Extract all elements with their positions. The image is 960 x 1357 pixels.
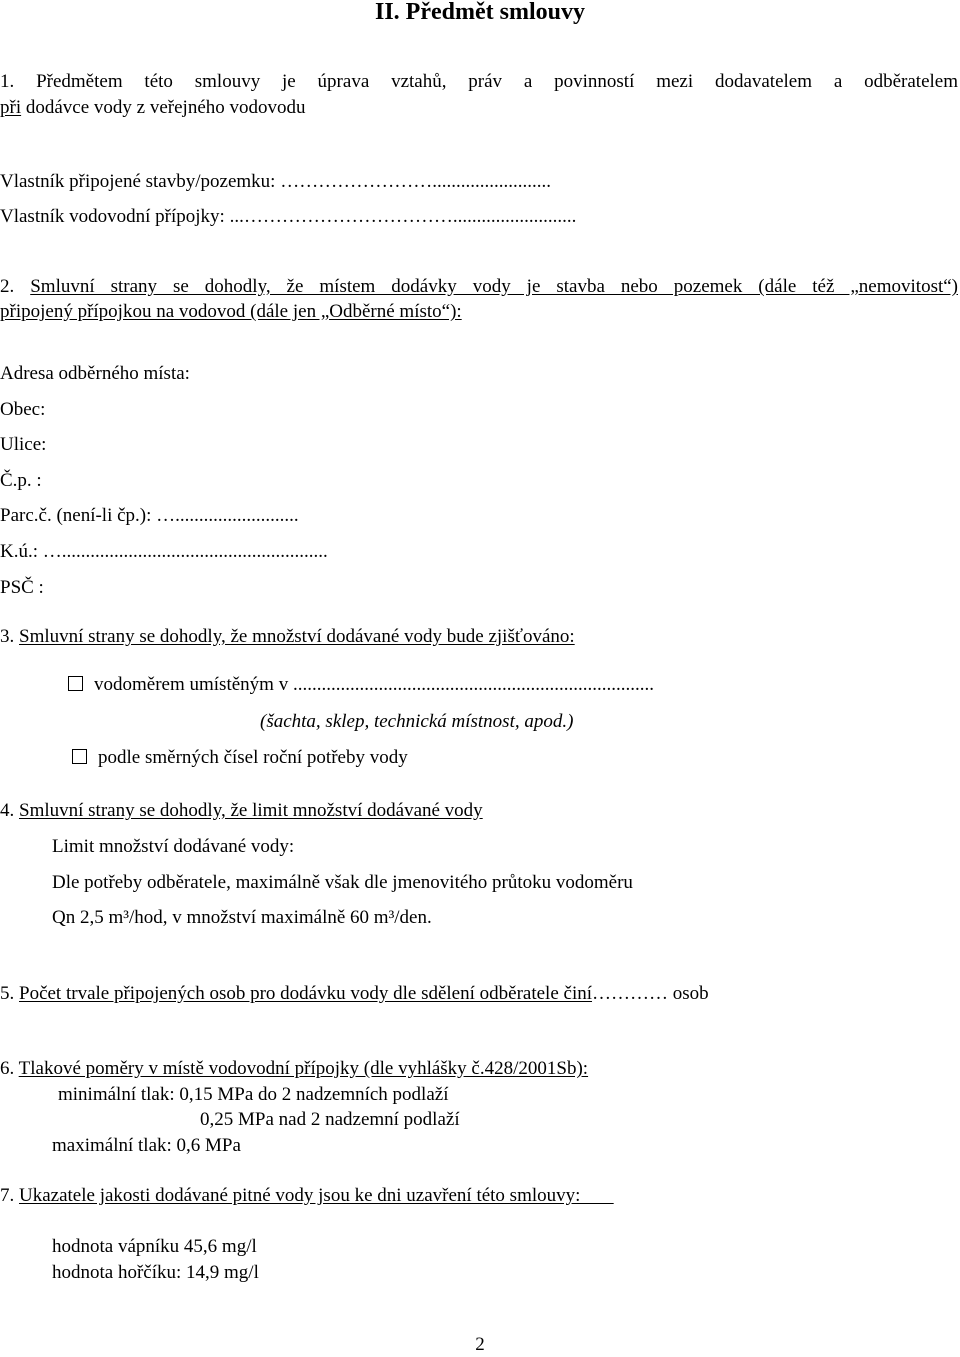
min-pressure-1: minimální tlak: 0,15 MPa do 2 nadzemních podlaží bbox=[58, 1084, 449, 1105]
s7-number: 7. bbox=[0, 1185, 19, 1206]
meter-option bbox=[68, 673, 654, 697]
s6-heading bbox=[0, 1057, 588, 1081]
meter-location-note: (šachta, sklep, technická místnost, apod.) bbox=[260, 711, 574, 732]
s3-heading bbox=[0, 625, 575, 649]
ulice-field: Ulice: bbox=[0, 434, 47, 455]
s7-title: Ukazatele jakosti dodávané pitné vody jsou ke dni uzavření této smlouvy: bbox=[19, 1185, 614, 1206]
s5-heading bbox=[0, 982, 709, 1006]
address-label: Adresa odběrného místa: bbox=[0, 363, 190, 384]
obec-field: Obec: bbox=[0, 399, 46, 420]
psc-field: PSČ : bbox=[0, 577, 44, 598]
magnesium-value: hodnota hořčíku: 14,9 mg/l bbox=[52, 1262, 259, 1283]
s2-line1-text: Smluvní strany se dohodly, že místem dodávky vody je stavba nebo pozemek (dále též „nemovitost“) bbox=[30, 276, 958, 297]
s1-line2 bbox=[0, 96, 306, 120]
s5-number: 5. bbox=[0, 983, 19, 1004]
s4-title: Smluvní strany se dohodly, že limit množství dodávané vody bbox=[19, 800, 483, 821]
limit-values: Qn 2,5 m³/hod, v množství maximálně 60 m³/den. bbox=[52, 907, 432, 928]
s1-line2-rest: dodávce vody z veřejného vodovodu bbox=[21, 97, 306, 118]
s1-line1: 1. Předmětem této smlouvy je úprava vztahů, práv a povinností mezi dodavatelem a odběratelem bbox=[0, 71, 958, 92]
page-number: 2 bbox=[475, 1334, 485, 1355]
ku-field: K.ú.: …........................................................ bbox=[0, 541, 328, 562]
s6-number: 6. bbox=[0, 1058, 19, 1079]
owner-building-field: Vlastník připojené stavby/pozemku: ……………………......................... bbox=[0, 171, 551, 192]
s2-line1 bbox=[0, 275, 958, 299]
s2-line2: připojený přípojkou na vodovod (dále jen „Odběrné místo“): bbox=[0, 301, 462, 322]
calcium-value: hodnota vápníku 45,6 mg/l bbox=[52, 1236, 257, 1257]
max-pressure: maximální tlak: 0,6 MPa bbox=[52, 1135, 241, 1156]
parc-field: Parc.č. (není-li čp.): ….......................... bbox=[0, 505, 299, 526]
norm-option bbox=[72, 746, 408, 770]
checkbox-norm[interactable] bbox=[72, 749, 87, 764]
s4-number: 4. bbox=[0, 800, 19, 821]
s6-title: Tlakové poměry v místě vodovodní přípojky (dle vyhlášky č.428/2001Sb): bbox=[18, 1058, 589, 1079]
limit-label: Limit množství dodávané vody: bbox=[52, 836, 295, 857]
min-pressure-2: 0,25 MPa nad 2 nadzemní podlaží bbox=[200, 1109, 460, 1130]
page-title: II. Předmět smlouvy bbox=[375, 0, 585, 25]
owner-connection-field: Vlastník vodovodní přípojky: ...…………………………….......................... bbox=[0, 206, 577, 227]
norm-option-label: podle směrných čísel roční potřeby vody bbox=[98, 747, 408, 768]
s4-heading bbox=[0, 799, 483, 823]
s5-title: Počet trvale připojených osob pro dodávku vody dle sdělení odběratele činí bbox=[19, 983, 593, 1004]
cp-field: Č.p. : bbox=[0, 470, 42, 491]
limit-text: Dle potřeby odběratele, maximálně však dle jmenovitého průtoku vodoměru bbox=[52, 872, 633, 893]
persons-count-field: ………… osob bbox=[592, 983, 709, 1004]
meter-option-label: vodoměrem umístěným v ............................................................................ bbox=[94, 674, 654, 695]
checkbox-meter[interactable] bbox=[68, 676, 83, 691]
s3-number: 3. bbox=[0, 626, 19, 647]
s2-number: 2. bbox=[0, 276, 31, 297]
s1-line2-underlined: při bbox=[0, 97, 22, 118]
s7-heading bbox=[0, 1184, 614, 1208]
s3-title: Smluvní strany se dohodly, že množství dodávané vody bude zjišťováno: bbox=[19, 626, 575, 647]
